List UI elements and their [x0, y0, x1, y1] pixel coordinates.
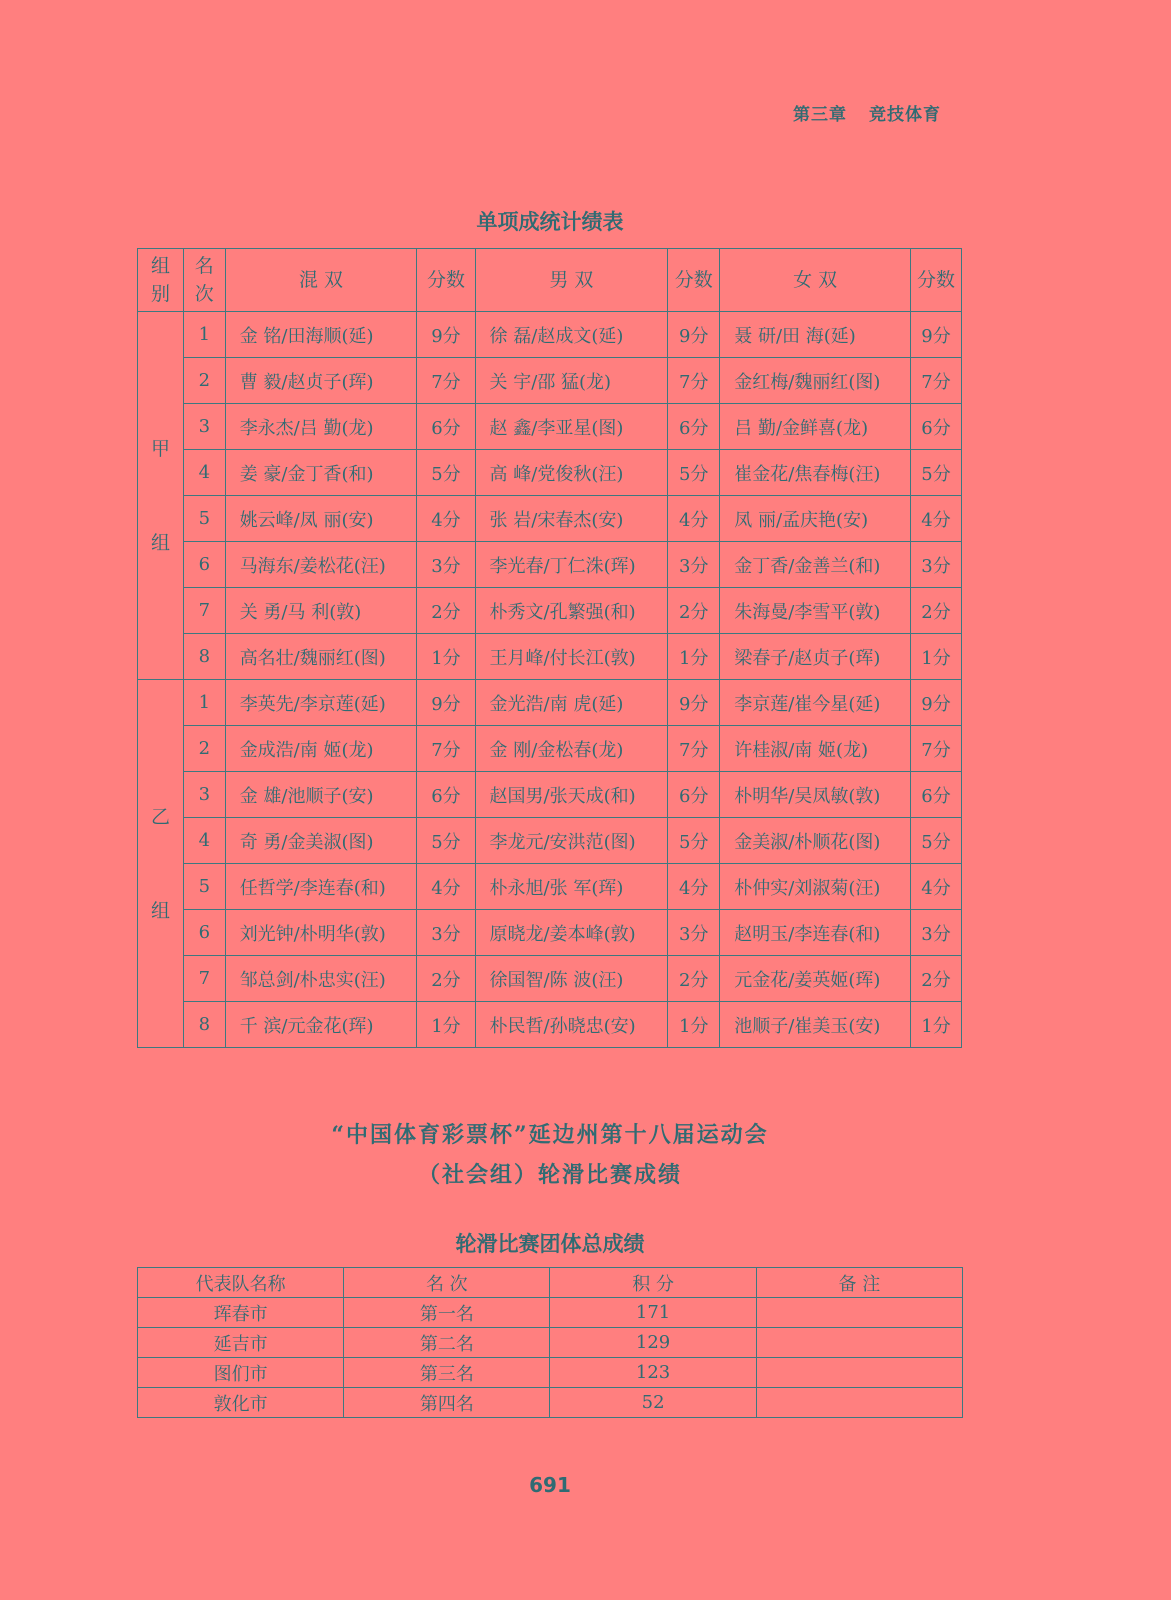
mixed-score-cell: 4分: [417, 864, 475, 910]
table-row: [138, 772, 962, 818]
mixed-score-cell: 1分: [417, 1002, 475, 1048]
points-cell: 171: [550, 1298, 756, 1328]
note-cell: [756, 1298, 962, 1328]
mixed-score-cell: 9分: [417, 680, 475, 726]
header-mixed: 混 双: [225, 249, 417, 312]
placing-cell: 第三名: [344, 1358, 550, 1388]
women-score-cell: 4分: [910, 496, 961, 542]
women-score-cell: 5分: [910, 450, 961, 496]
header-group: 组 别: [138, 249, 184, 312]
header-men: 男 双: [475, 249, 668, 312]
section-label: 竞技体育: [869, 105, 941, 125]
team-cell: 敦化市: [138, 1388, 344, 1418]
table-row: [138, 358, 962, 404]
rank-cell: 6: [183, 910, 225, 956]
men-score-cell: 5分: [668, 818, 720, 864]
men-pair-cell: 赵 鑫/李亚星(图): [475, 404, 668, 450]
women-pair-cell: 赵明玉/李连春(和): [720, 910, 911, 956]
chapter-label: 第三章: [793, 105, 847, 125]
mixed-pair-cell: 金 铭/田海顺(延): [225, 312, 417, 358]
men-score-cell: 4分: [668, 496, 720, 542]
header-placing: 名 次: [344, 1268, 550, 1298]
header-women-score: 分数: [910, 249, 961, 312]
men-score-cell: 1分: [668, 634, 720, 680]
mixed-score-cell: 9分: [417, 312, 475, 358]
rank-cell: 5: [183, 496, 225, 542]
men-score-cell: 2分: [668, 588, 720, 634]
mixed-score-cell: 5分: [417, 818, 475, 864]
header-note: 备 注: [756, 1268, 962, 1298]
singles-results-table: [137, 248, 962, 1048]
men-score-cell: 3分: [668, 910, 720, 956]
team-cell: 延吉市: [138, 1328, 344, 1358]
men-score-cell: 5分: [668, 450, 720, 496]
page-number: 691: [529, 1473, 571, 1497]
rank-cell: 3: [183, 404, 225, 450]
mixed-pair-cell: 李英先/李京莲(延): [225, 680, 417, 726]
women-pair-cell: 元金花/姜英姬(珲): [720, 956, 911, 1002]
men-score-cell: 1分: [668, 1002, 720, 1048]
table-row: [138, 634, 962, 680]
mixed-pair-cell: 姜 豪/金丁香(和): [225, 450, 417, 496]
mixed-pair-cell: 金 雄/池顺子(安): [225, 772, 417, 818]
mixed-score-cell: 6分: [417, 772, 475, 818]
header-men-score: 分数: [668, 249, 720, 312]
table-row: [138, 542, 962, 588]
header-rank: 名 次: [183, 249, 225, 312]
men-score-cell: 7分: [668, 358, 720, 404]
women-score-cell: 7分: [910, 726, 961, 772]
mixed-score-cell: 5分: [417, 450, 475, 496]
rank-cell: 8: [183, 1002, 225, 1048]
section-title-line1: “中国体育彩票杯”延边州第十八届运动会: [331, 1122, 769, 1148]
mixed-score-cell: 7分: [417, 358, 475, 404]
table-row: [138, 1002, 962, 1048]
rank-cell: 1: [183, 312, 225, 358]
team-cell: 图们市: [138, 1358, 344, 1388]
men-score-cell: 3分: [668, 542, 720, 588]
points-cell: 129: [550, 1328, 756, 1358]
rank-cell: 1: [183, 680, 225, 726]
men-pair-cell: 徐 磊/赵成文(延): [475, 312, 668, 358]
mixed-score-cell: 2分: [417, 956, 475, 1002]
rank-cell: 7: [183, 588, 225, 634]
rank-cell: 3: [183, 772, 225, 818]
men-pair-cell: 金 刚/金松春(龙): [475, 726, 668, 772]
table1-header-row: [138, 249, 962, 312]
men-pair-cell: 原晓龙/姜本峰(敦): [475, 910, 668, 956]
mixed-pair-cell: 李永杰/吕 勤(龙): [225, 404, 417, 450]
rank-cell: 4: [183, 818, 225, 864]
header-points: 积 分: [550, 1268, 756, 1298]
mixed-pair-cell: 高名壮/魏丽红(图): [225, 634, 417, 680]
men-score-cell: 4分: [668, 864, 720, 910]
mixed-pair-cell: 曹 毅/赵贞子(珲): [225, 358, 417, 404]
mixed-pair-cell: 邹总剑/朴忠实(汪): [225, 956, 417, 1002]
women-score-cell: 6分: [910, 404, 961, 450]
mixed-score-cell: 4分: [417, 496, 475, 542]
header-team: 代表队名称: [138, 1268, 344, 1298]
men-score-cell: 6分: [668, 772, 720, 818]
table-row: [138, 404, 962, 450]
men-pair-cell: 徐国智/陈 波(汪): [475, 956, 668, 1002]
women-pair-cell: 池顺子/崔美玉(安): [720, 1002, 911, 1048]
header-women: 女 双: [720, 249, 911, 312]
placing-cell: 第四名: [344, 1388, 550, 1418]
table-row: [138, 956, 962, 1002]
women-score-cell: 1分: [910, 1002, 961, 1048]
men-score-cell: 6分: [668, 404, 720, 450]
women-score-cell: 2分: [910, 956, 961, 1002]
men-pair-cell: 金光浩/南 虎(延): [475, 680, 668, 726]
team-cell: 珲春市: [138, 1298, 344, 1328]
men-pair-cell: 王月峰/付长江(敦): [475, 634, 668, 680]
men-pair-cell: 李光春/丁仁洙(珲): [475, 542, 668, 588]
men-pair-cell: 朴民哲/孙晓忠(安): [475, 1002, 668, 1048]
rank-cell: 8: [183, 634, 225, 680]
rank-cell: 2: [183, 726, 225, 772]
group-label: 乙 组: [138, 680, 184, 1048]
men-pair-cell: 张 岩/宋春杰(安): [475, 496, 668, 542]
table-row: [138, 910, 962, 956]
mixed-pair-cell: 马海东/姜松花(汪): [225, 542, 417, 588]
mixed-pair-cell: 关 勇/马 利(敦): [225, 588, 417, 634]
women-pair-cell: 李京莲/崔今星(延): [720, 680, 911, 726]
table-row: [138, 1388, 963, 1418]
women-pair-cell: 崔金花/焦春梅(汪): [720, 450, 911, 496]
women-pair-cell: 金美淑/朴顺花(图): [720, 818, 911, 864]
mixed-pair-cell: 千 滨/元金花(珲): [225, 1002, 417, 1048]
note-cell: [756, 1358, 962, 1388]
table2-title: 轮滑比赛团体总成绩: [455, 1232, 645, 1256]
table-row: [138, 1358, 963, 1388]
rank-cell: 4: [183, 450, 225, 496]
women-pair-cell: 凤 丽/孟庆艳(安): [720, 496, 911, 542]
women-pair-cell: 聂 研/田 海(延): [720, 312, 911, 358]
mixed-score-cell: 7分: [417, 726, 475, 772]
women-pair-cell: 梁春子/赵贞子(珲): [720, 634, 911, 680]
men-pair-cell: 赵国男/张天成(和): [475, 772, 668, 818]
table-row: [138, 496, 962, 542]
men-score-cell: 9分: [668, 680, 720, 726]
women-score-cell: 7分: [910, 358, 961, 404]
rank-cell: 6: [183, 542, 225, 588]
table-row: [138, 864, 962, 910]
men-pair-cell: 朴秀文/孔繁强(和): [475, 588, 668, 634]
women-score-cell: 6分: [910, 772, 961, 818]
women-score-cell: 4分: [910, 864, 961, 910]
table-row: [138, 726, 962, 772]
rank-cell: 2: [183, 358, 225, 404]
mixed-pair-cell: 奇 勇/金美淑(图): [225, 818, 417, 864]
men-pair-cell: 关 宇/邵 猛(龙): [475, 358, 668, 404]
women-score-cell: 3分: [910, 910, 961, 956]
men-score-cell: 9分: [668, 312, 720, 358]
women-score-cell: 3分: [910, 542, 961, 588]
table-row: [138, 1298, 963, 1328]
mixed-score-cell: 3分: [417, 542, 475, 588]
men-pair-cell: 高 峰/党俊秋(汪): [475, 450, 668, 496]
mixed-score-cell: 2分: [417, 588, 475, 634]
women-score-cell: 9分: [910, 312, 961, 358]
mixed-score-cell: 1分: [417, 634, 475, 680]
points-cell: 123: [550, 1358, 756, 1388]
table-row: [138, 588, 962, 634]
women-pair-cell: 吕 勤/金鲜喜(龙): [720, 404, 911, 450]
note-cell: [756, 1388, 962, 1418]
section-title-line2: （社会组）轮滑比赛成绩: [417, 1162, 682, 1188]
men-score-cell: 2分: [668, 956, 720, 1002]
table1-title: 单项成统计绩表: [476, 210, 624, 234]
women-pair-cell: 朴明华/吴凤敏(敦): [720, 772, 911, 818]
table-row: [138, 450, 962, 496]
table2-header-row: [138, 1268, 963, 1298]
table-row: [138, 312, 962, 358]
team-results-table: [137, 1267, 963, 1418]
women-pair-cell: 许桂淑/南 姬(龙): [720, 726, 911, 772]
men-pair-cell: 朴永旭/张 军(珲): [475, 864, 668, 910]
table-row: [138, 680, 962, 726]
placing-cell: 第一名: [344, 1298, 550, 1328]
group-label: 甲 组: [138, 312, 184, 680]
note-cell: [756, 1328, 962, 1358]
header-mixed-score: 分数: [417, 249, 475, 312]
mixed-score-cell: 6分: [417, 404, 475, 450]
women-score-cell: 2分: [910, 588, 961, 634]
mixed-pair-cell: 刘光钟/朴明华(敦): [225, 910, 417, 956]
women-pair-cell: 金红梅/魏丽红(图): [720, 358, 911, 404]
mixed-score-cell: 3分: [417, 910, 475, 956]
table-row: [138, 1328, 963, 1358]
table-row: [138, 818, 962, 864]
women-score-cell: 9分: [910, 680, 961, 726]
mixed-pair-cell: 任哲学/李连春(和): [225, 864, 417, 910]
men-score-cell: 7分: [668, 726, 720, 772]
mixed-pair-cell: 金成浩/南 姬(龙): [225, 726, 417, 772]
women-score-cell: 1分: [910, 634, 961, 680]
women-pair-cell: 金丁香/金善兰(和): [720, 542, 911, 588]
women-pair-cell: 朱海曼/李雪平(敦): [720, 588, 911, 634]
men-pair-cell: 李龙元/安洪范(图): [475, 818, 668, 864]
women-pair-cell: 朴仲实/刘淑菊(汪): [720, 864, 911, 910]
mixed-pair-cell: 姚云峰/凤 丽(安): [225, 496, 417, 542]
running-head: [793, 100, 941, 125]
rank-cell: 7: [183, 956, 225, 1002]
rank-cell: 5: [183, 864, 225, 910]
placing-cell: 第二名: [344, 1328, 550, 1358]
points-cell: 52: [550, 1388, 756, 1418]
women-score-cell: 5分: [910, 818, 961, 864]
